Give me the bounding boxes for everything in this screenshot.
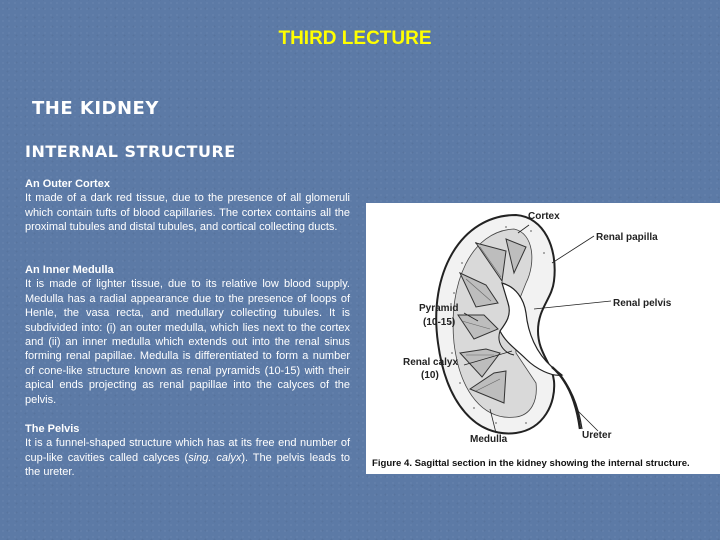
label-pyramid: Pyramid (419, 303, 459, 314)
pelvis-text-start: It is a funnel-shaped structure which has at its free end number of cup-like cavities called calyces ( (25, 437, 350, 464)
page-heading: THE KIDNEY (32, 98, 159, 119)
slide-title: THIRD LECTURE (278, 28, 432, 49)
section-heading: INTERNAL STRUCTURE (25, 142, 236, 161)
pelvis-title: The Pelvis (25, 423, 80, 435)
outer-cortex-text: It made of a dark red tissue, due to the presence of all glomeruli which contain tufts of blood capillaries. The cortex contains all the proximal tubules and distal tubules, and cortical collecting ducts. (25, 192, 350, 234)
pelvis-text-end: ). The pelvis leads to the ureter. (25, 451, 350, 479)
ureter-shape (552, 367, 580, 429)
inner-medulla-text: It is made of lighter tissue, due to its relative low blood supply. Medulla has a radial appearance due to the presence of loops of Henle, the vasa recta, and medullary collecting tubules. It is subdivided into: (i) an outer medulla, which lies next to the cortex and (ii) an inner medulla which extends out into the renal sinus forming renal papillae. Medulla is differentiated to form a number of cone-like structure known as renal pyramids (10-15) with their apical ends projecting as renal papillae into the calyces of the pelvis. (25, 278, 350, 406)
label-renal-pelvis: Renal pelvis (613, 298, 672, 309)
label-calyx-count: (10) (421, 370, 439, 381)
label-cortex: Cortex (528, 211, 560, 222)
inner-medulla-title: An Inner Medulla (25, 264, 114, 276)
outer-cortex-title: An Outer Cortex (25, 178, 110, 190)
pelvis-section (25, 422, 350, 480)
label-ureter: Ureter (582, 430, 612, 441)
pelvis-text-italic: sing. calyx (188, 451, 242, 464)
label-renal-calyx: Renal calyx (403, 357, 459, 368)
label-renal-papilla: Renal papilla (596, 232, 658, 243)
kidney-figure (366, 203, 720, 474)
kidney-diagram (366, 203, 720, 474)
label-medulla: Medulla (470, 434, 508, 445)
figure-caption: Figure 4. Sagittal section in the kidney showing the internal structure. (372, 458, 690, 469)
inner-medulla-section (25, 263, 350, 407)
outer-cortex-section (25, 177, 350, 235)
label-pyramid-count: (10-15) (423, 317, 456, 328)
